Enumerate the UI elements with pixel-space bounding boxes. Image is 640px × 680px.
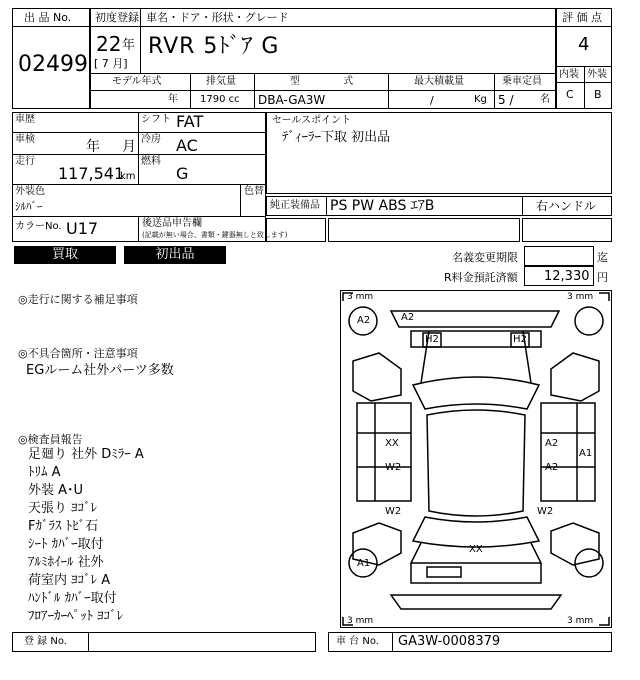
equipment-label: 純正装備品: [270, 200, 320, 211]
exterior-grade: B: [594, 88, 602, 101]
corner-label-top-left: 3 mm: [347, 292, 374, 302]
name-change-box: [524, 246, 594, 266]
overall-score: 4: [578, 34, 590, 55]
history-label: 車歴: [15, 114, 35, 125]
aircon-label: 冷房: [141, 134, 161, 145]
inspector-line: 足廻り 社外 Dﾐﾗｰ A: [28, 447, 144, 462]
first-registration-label: 初度登録: [95, 11, 139, 24]
aftermarket-note: (記載が無い場合、書類・鍵器無しと致します): [142, 231, 288, 239]
damage-mark: A1: [579, 448, 593, 459]
damage-mark: A2: [545, 438, 559, 449]
mileage-unit: km: [120, 171, 136, 182]
aftermarket-label: 後送品申告欄: [142, 218, 202, 229]
registration-year: 22: [96, 32, 122, 56]
damage-diagram: [340, 290, 612, 628]
chassis-number-label: 車 台 No.: [336, 636, 379, 647]
inspector-line: ﾌﾛｱｰｶｰﾍﾟｯﾄ ﾖｺﾞﾚ: [28, 609, 124, 624]
inspector-report-label: ◎検査員報告: [18, 433, 83, 446]
exterior-label: 外装: [587, 69, 607, 80]
damage-mark: A2: [401, 312, 415, 323]
inspector-line: ｱﾙﾐﾎｲｰﾙ 社外: [28, 555, 104, 570]
mileage-label: 走行: [15, 156, 35, 167]
equipment: PS PW ABS ｴｱB: [330, 198, 435, 214]
damage-mark: A1: [357, 558, 371, 569]
max-load-slash: /: [430, 94, 434, 107]
aftermarket-box-b: [328, 218, 520, 242]
inspector-line: ｼｰﾄ ｶﾊﾞｰ取付: [28, 537, 104, 552]
first-listing-badge: 初出品: [124, 246, 226, 264]
car-outline: [341, 291, 611, 627]
capacity: 5 /: [498, 93, 514, 107]
shift-label: シフト: [141, 114, 171, 125]
steering-side: 右ハンドル: [536, 199, 597, 213]
registration-year-unit: 年: [122, 38, 136, 53]
capacity-label: 乗車定員: [502, 76, 542, 87]
color-number-label: カラーNo.: [15, 221, 62, 232]
car-name: RVR 5ﾄﾞｱ G: [148, 34, 280, 59]
mileage: 117,541: [58, 164, 125, 183]
inspection-label: 車検: [15, 134, 35, 145]
inspector-line: 外装 A･U: [28, 483, 84, 498]
model-type: DBA-GA3W: [258, 93, 326, 107]
recycle-amount: 12,330: [544, 269, 590, 284]
corner-label-bottom-right: 3 mm: [567, 616, 594, 626]
inspection-year-unit: 年: [86, 139, 100, 155]
fuel-label: 燃料: [141, 156, 161, 167]
driving-notes-label: ◎走行に関する補足事項: [18, 293, 138, 306]
type-label: 型 式: [290, 76, 354, 87]
sales-point-label: セールスポイント: [272, 115, 352, 126]
name-change-unit: 迄: [597, 251, 608, 264]
capacity-unit: 名: [540, 94, 550, 105]
inspector-line: ﾊﾝﾄﾞﾙ ｶﾊﾞｰ取付: [28, 591, 117, 606]
aftermarket-box-a: [266, 218, 326, 242]
aircon: AC: [176, 136, 198, 155]
interior-grade: C: [566, 88, 574, 101]
damage-mark: A2: [545, 462, 559, 473]
aftermarket-box-c: [522, 218, 612, 242]
damage-mark: XX: [469, 544, 483, 555]
chassis-number: GA3W-0008379: [398, 634, 501, 649]
sales-point: ﾃﾞｨｰﾗｰ下取 初出品: [282, 130, 391, 145]
damage-mark: A2: [357, 315, 371, 326]
damage-mark: H2: [513, 334, 527, 345]
damage-mark: W2: [537, 506, 554, 517]
displacement: 1790 cc: [200, 94, 240, 105]
shift: FAT: [176, 112, 204, 131]
color-label: 外装色: [15, 186, 45, 197]
score-label: 評 価 点: [562, 11, 602, 24]
name-change-label: 名義変更期限: [452, 251, 518, 264]
model-year-label: モデル年式: [112, 76, 162, 87]
recolor-label: 色替: [244, 186, 264, 197]
recycle-label: R料金預託済額: [444, 271, 518, 284]
fuel: G: [176, 164, 189, 183]
max-load-label: 最大積載量: [414, 76, 464, 87]
registration-number-label: 登 録 No.: [24, 636, 67, 647]
defects-label: ◎不具合箇所・注意事項: [18, 347, 138, 360]
max-load-unit: Kg: [474, 94, 487, 105]
recycle-unit: 円: [597, 271, 608, 284]
corner-label-bottom-left: 3 mm: [347, 616, 374, 626]
damage-mark: H2: [425, 334, 439, 345]
corner-label-top-right: 3 mm: [567, 292, 594, 302]
defects-text: EGルーム社外パーツ多数: [26, 363, 174, 378]
buy-badge: 買取: [14, 246, 116, 264]
lot-number-label: 出 品 No.: [24, 11, 72, 24]
inspector-line: ﾄﾘﾑ A: [28, 465, 61, 480]
damage-mark: W2: [385, 462, 402, 473]
interior-label: 内装: [559, 69, 579, 80]
inspector-line: 天張り ﾖｺﾞﾚ: [28, 501, 98, 516]
inspector-line: Fｶﾞﾗｽ ﾄﾋﾞ石: [28, 519, 99, 534]
registration-month: [ 7 月]: [94, 57, 128, 70]
lot-number: 02499: [18, 52, 88, 77]
damage-mark: XX: [385, 438, 399, 449]
exterior-color: ｼﾙﾊﾞｰ: [15, 200, 43, 213]
color-number: U17: [66, 219, 99, 238]
model-year-unit: 年: [168, 94, 178, 105]
inspection-month-unit: 月: [122, 139, 136, 155]
damage-mark: W2: [385, 506, 402, 517]
displacement-label: 排気量: [206, 76, 236, 87]
car-name-label: 車名・ドア・形状・グレード: [146, 11, 289, 24]
inspector-line: 荷室内 ﾖｺﾞﾚ A: [28, 573, 111, 588]
